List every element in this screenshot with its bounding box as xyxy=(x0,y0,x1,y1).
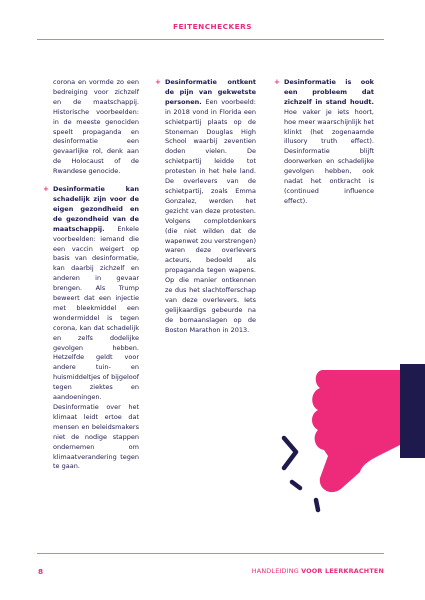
bullet-lead: Desinformatie is ook een probleem dat zichzelf in stand houdt. xyxy=(284,78,374,106)
bullet-body: Een voorbeeld: in 2018 vond in Florida een schietpartij plaats op de Stoneman Douglas High School waarbij zeventien doden vielen. De schietpartij leidde tot protesten in het hele land. De overlevers van de schietpartij, zoals Emma Gonzalez, werden het gezicht van deze protesten. Volgens complotdenkers (die niet wilden dat de wapenwet zou verstrengen) waren deze overlevers acteurs, bedoeld als propaganda tegen wapens. Op die manier ontkennen ze dus het slachtofferschap van deze overlevers. Iets gelijkaardigs gebeurde na de bomaanslagen op de Boston Marathon in 2013. xyxy=(165,97,256,334)
footer-title-right: VOOR LEERKRACHTEN xyxy=(301,567,384,575)
bullet-body: Hoe vaker je iets hoort, hoe meer waarschijnlijk het klinkt (het zogenaamde illusory truth effect). Desinformatie blijft doorwerken en schadelijke gevolgen hebben, ook nadat het ontkracht is (continued influence effect). xyxy=(284,107,374,205)
bullet-item-self-sustaining xyxy=(274,78,374,207)
footer-title-left: HANDLEIDING xyxy=(251,567,299,575)
paragraph-intro: corona en vormde zo een bedreiging voor zichzelf en de maatschappij. Historische voorbeelden: in de meeste genociden speelt propaganda en desinformatie een gevaarlijke rol, denk aan de Holocaust of de Rwandese genocide. xyxy=(53,78,139,176)
plus-bullet-icon: + xyxy=(155,78,161,86)
bullet-item-pain xyxy=(155,78,256,336)
plus-bullet-icon: + xyxy=(274,78,280,86)
thumb-hand-shape xyxy=(312,370,400,492)
bullet-body: Enkele voorbeelden: iemand die een vaccin weigert op basis van desinformatie, kan daarbij zichzelf en anderen in gevaar brengen. Als Trump beweert dat een injectie met bleekmiddel een wondermiddel is tegen corona, kan dat schadelijk en zelfs dodelijke gevolgen hebben. Hetzelfde geldt voor andere tuin- en huismiddeltjes of bijgeloof tegen ziektes en aandoeningen. Desinformatie over het klimaat leidt ertoe dat mensen en beleidsmakers niet de nodige stappen ondernemen om klimaatverandering tegen te gaan. xyxy=(53,224,139,471)
header-divider xyxy=(37,39,384,40)
footer-divider xyxy=(37,553,384,554)
text-column-3 xyxy=(274,78,374,207)
sleeve-cuff xyxy=(400,364,425,458)
motion-line-2 xyxy=(316,500,318,510)
text-column-2 xyxy=(155,78,256,336)
thumbs-down-illustration xyxy=(270,360,425,520)
motion-line-1 xyxy=(292,482,300,488)
footer-title xyxy=(252,567,384,575)
plus-bullet-icon: + xyxy=(43,185,49,194)
running-header: FEITENCHECKERS xyxy=(172,22,253,31)
motion-line-chevron xyxy=(284,438,296,468)
bullet-lead: Desinformatie kan schadelijk zijn voor de eigen gezondheid en de gezondheid van de maatschappij. xyxy=(53,185,139,233)
bullet-lead: Desinformatie ontkent de pijn van gekwetste personen. xyxy=(165,78,256,106)
bullet-item-health xyxy=(43,185,139,472)
text-column-1 xyxy=(43,78,139,472)
page-number: 8 xyxy=(38,567,44,576)
